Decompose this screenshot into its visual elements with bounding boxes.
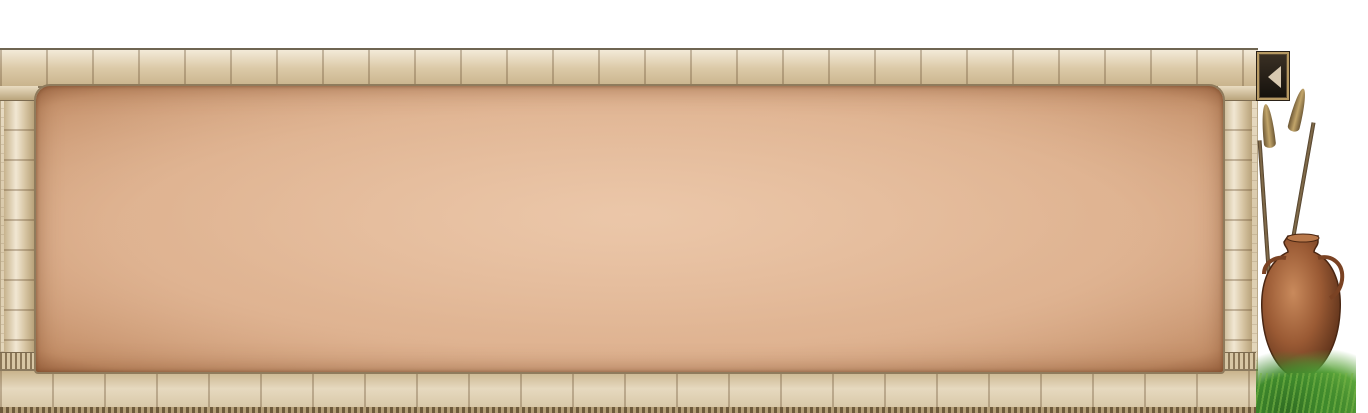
parchment-content-panel	[36, 86, 1223, 372]
chevron-left-icon	[1268, 66, 1281, 88]
collapse-panel-button[interactable]	[1257, 52, 1289, 100]
spear-tip-icon	[1260, 103, 1277, 148]
column-capital	[1218, 86, 1256, 101]
stone-frame-top-beam	[0, 50, 1258, 88]
stone-frame-bottom-beam	[0, 369, 1258, 413]
stone-column-left	[4, 86, 34, 371]
grass-decoration	[1256, 350, 1356, 413]
spear-tip-icon	[1287, 87, 1309, 133]
stone-column-right	[1222, 86, 1252, 371]
column-capital	[0, 86, 38, 101]
